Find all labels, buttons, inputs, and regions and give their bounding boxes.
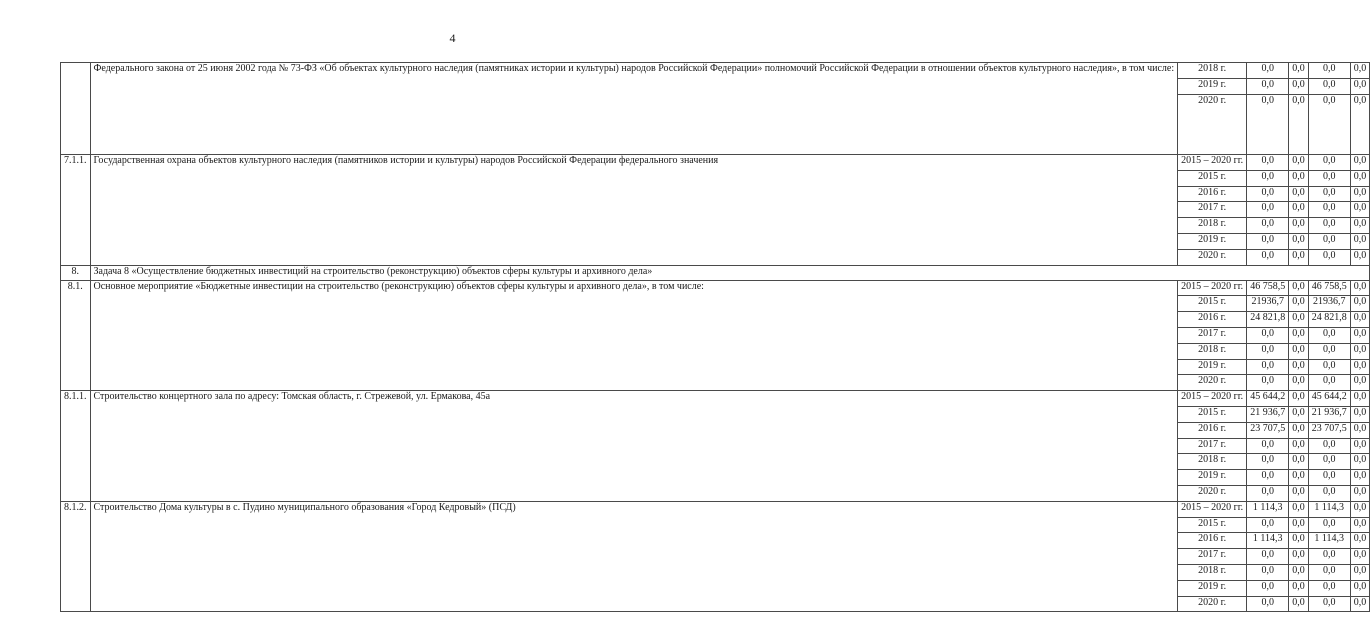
value-cell: 0,0 [1308,564,1350,580]
value-cell: 0,0 [1350,296,1370,312]
period-cell: 2020 г. [1178,249,1247,265]
value-cell: 0,0 [1247,218,1289,234]
period-cell: 2019 г. [1178,580,1247,596]
value-cell: 0,0 [1350,280,1370,296]
row-number [61,63,91,155]
value-cell: 0,0 [1308,202,1350,218]
row-number: 8.1.2. [61,501,91,612]
value-cell: 0,0 [1308,438,1350,454]
value-cell: 0,0 [1247,233,1289,249]
value-cell: 0,0 [1308,485,1350,501]
value-cell: 0,0 [1350,533,1370,549]
period-cell: 2019 г. [1178,470,1247,486]
value-cell: 46 758,5 [1308,280,1350,296]
value-cell: 0,0 [1289,438,1309,454]
value-cell: 0,0 [1247,517,1289,533]
value-cell: 0,0 [1350,485,1370,501]
period-cell: 2020 г. [1178,375,1247,391]
period-cell: 2016 г. [1178,422,1247,438]
value-cell: 0,0 [1247,343,1289,359]
period-cell: 2020 г. [1178,596,1247,612]
value-cell: 0,0 [1350,94,1370,154]
value-cell: 0,0 [1247,78,1289,94]
value-cell: 0,0 [1247,327,1289,343]
value-cell: 0,0 [1308,343,1350,359]
value-cell: 0,0 [1308,580,1350,596]
measure-name: Государственная охрана объектов культурного наследия (памятников истории и культуры) народов Российской Федерации федерального значения [90,154,1178,265]
value-cell: 0,0 [1247,202,1289,218]
value-cell: 0,0 [1308,549,1350,565]
period-cell: 2017 г. [1178,202,1247,218]
measure-name: Федерального закона от 25 июня 2002 года № 73-ФЗ «Об объектах культурного наследия (памятниках истории и культуры) народов Российской Федерации» полномочий Российской Федерации в отношении объектов культурного наследия», в том числе: [90,63,1178,155]
value-cell: 0,0 [1308,596,1350,612]
period-cell: 2018 г. [1178,454,1247,470]
period-cell: 2015 – 2020 гг. [1178,501,1247,517]
value-cell: 0,0 [1289,94,1309,154]
value-cell: 23 707,5 [1308,422,1350,438]
value-cell: 0,0 [1308,170,1350,186]
value-cell: 0,0 [1247,564,1289,580]
value-cell: 0,0 [1289,470,1309,486]
value-cell: 0,0 [1247,359,1289,375]
period-cell: 2016 г. [1178,312,1247,328]
period-cell: 2015 г. [1178,517,1247,533]
value-cell: 0,0 [1289,63,1309,79]
value-cell: 0,0 [1350,233,1370,249]
value-cell: 0,0 [1289,564,1309,580]
value-cell: 21936,7 [1247,296,1289,312]
value-cell: 21936,7 [1308,296,1350,312]
value-cell: 0,0 [1350,249,1370,265]
budget-table [60,62,1370,612]
value-cell: 0,0 [1247,485,1289,501]
value-cell: 0,0 [1350,470,1370,486]
value-cell: 0,0 [1289,454,1309,470]
value-cell: 0,0 [1247,186,1289,202]
period-cell: 2019 г. [1178,233,1247,249]
period-cell: 2017 г. [1178,549,1247,565]
value-cell: 0,0 [1289,327,1309,343]
table-row [61,501,1370,517]
value-cell: 0,0 [1289,312,1309,328]
value-cell: 0,0 [1350,391,1370,407]
period-cell: 2018 г. [1178,218,1247,234]
value-cell: 0,0 [1350,454,1370,470]
value-cell: 0,0 [1308,218,1350,234]
value-cell: 0,0 [1247,154,1289,170]
value-cell: 21 936,7 [1308,406,1350,422]
value-cell: 0,0 [1289,359,1309,375]
value-cell: 0,0 [1308,63,1350,79]
value-cell: 0,0 [1350,359,1370,375]
value-cell: 0,0 [1289,375,1309,391]
measure-name: Строительство концертного зала по адресу: Томская область, г. Стрежевой, ул. Ермакова, 45а [90,391,1178,502]
value-cell: 0,0 [1308,454,1350,470]
value-cell: 0,0 [1350,596,1370,612]
value-cell: 0,0 [1289,533,1309,549]
value-cell: 0,0 [1289,186,1309,202]
value-cell: 0,0 [1247,580,1289,596]
value-cell: 46 758,5 [1247,280,1289,296]
value-cell: 0,0 [1350,186,1370,202]
value-cell: 0,0 [1289,517,1309,533]
value-cell: 0,0 [1350,78,1370,94]
value-cell: 0,0 [1308,359,1350,375]
value-cell: 0,0 [1350,375,1370,391]
table-row [61,280,1370,296]
value-cell: 0,0 [1289,485,1309,501]
value-cell: 0,0 [1289,296,1309,312]
value-cell: 0,0 [1350,580,1370,596]
value-cell: 0,0 [1289,249,1309,265]
row-number: 7.1.1. [61,154,91,265]
value-cell: 0,0 [1350,170,1370,186]
value-cell: 0,0 [1350,501,1370,517]
value-cell: 0,0 [1289,501,1309,517]
value-cell: 0,0 [1308,78,1350,94]
value-cell: 45 644,2 [1308,391,1350,407]
value-cell: 0,0 [1350,517,1370,533]
page-number: 4 [449,31,456,45]
value-cell: 0,0 [1350,549,1370,565]
value-cell: 0,0 [1350,202,1370,218]
value-cell: 1 114,3 [1247,501,1289,517]
value-cell: 0,0 [1350,438,1370,454]
value-cell: 0,0 [1247,94,1289,154]
value-cell: 0,0 [1308,327,1350,343]
value-cell: 1 114,3 [1308,533,1350,549]
value-cell: 0,0 [1308,375,1350,391]
period-cell: 2015 – 2020 гг. [1178,154,1247,170]
value-cell: 0,0 [1247,470,1289,486]
value-cell: 21 936,7 [1247,406,1289,422]
value-cell: 0,0 [1350,406,1370,422]
value-cell: 0,0 [1350,154,1370,170]
table-row [61,154,1370,170]
value-cell: 0,0 [1308,154,1350,170]
period-cell: 2017 г. [1178,438,1247,454]
value-cell: 0,0 [1289,391,1309,407]
table-row [61,391,1370,407]
value-cell: 0,0 [1247,438,1289,454]
period-cell: 2018 г. [1178,343,1247,359]
period-cell: 2018 г. [1178,63,1247,79]
value-cell: 0,0 [1247,549,1289,565]
period-cell: 2016 г. [1178,533,1247,549]
value-cell: 0,0 [1350,422,1370,438]
period-cell: 2015 г. [1178,296,1247,312]
value-cell: 0,0 [1289,280,1309,296]
period-cell: 2017 г. [1178,327,1247,343]
value-cell: 0,0 [1289,233,1309,249]
value-cell: 0,0 [1289,406,1309,422]
value-cell: 0,0 [1289,78,1309,94]
value-cell: 1 114,3 [1247,533,1289,549]
table-row [61,63,1370,79]
period-cell: 2020 г. [1178,94,1247,154]
value-cell: 0,0 [1350,63,1370,79]
period-cell: 2015 – 2020 гг. [1178,280,1247,296]
period-cell: 2020 г. [1178,485,1247,501]
period-cell: 2015 г. [1178,406,1247,422]
value-cell: 0,0 [1289,218,1309,234]
value-cell: 0,0 [1289,202,1309,218]
value-cell: 0,0 [1289,154,1309,170]
value-cell: 0,0 [1247,63,1289,79]
value-cell: 45 644,2 [1247,391,1289,407]
row-number: 8.1.1. [61,391,91,502]
period-cell: 2019 г. [1178,359,1247,375]
value-cell: 1 114,3 [1308,501,1350,517]
value-cell: 0,0 [1308,94,1350,154]
value-cell: 0,0 [1289,422,1309,438]
table-body [61,63,1370,612]
value-cell: 0,0 [1289,170,1309,186]
value-cell: 0,0 [1289,549,1309,565]
value-cell: 0,0 [1289,580,1309,596]
value-cell: 0,0 [1308,233,1350,249]
task-title: Задача 8 «Осуществление бюджетных инвестиций на строительство (реконструкцию) объектов сферы культуры и архивного дела» [90,265,1370,280]
period-cell: 2015 г. [1178,170,1247,186]
row-number: 8. [61,265,91,280]
value-cell: 0,0 [1350,564,1370,580]
value-cell: 0,0 [1350,327,1370,343]
value-cell: 0,0 [1289,596,1309,612]
value-cell: 0,0 [1247,454,1289,470]
measure-name: Строительство Дома культуры в с. Пудино муниципального образования «Город Кедровый» (ПСД) [90,501,1178,612]
task-row [61,265,1370,280]
value-cell: 0,0 [1308,186,1350,202]
value-cell: 0,0 [1247,249,1289,265]
value-cell: 0,0 [1247,375,1289,391]
period-cell: 2016 г. [1178,186,1247,202]
period-cell: 2019 г. [1178,78,1247,94]
value-cell: 0,0 [1289,343,1309,359]
value-cell: 0,0 [1350,218,1370,234]
value-cell: 0,0 [1247,596,1289,612]
value-cell: 0,0 [1350,312,1370,328]
value-cell: 24 821,8 [1247,312,1289,328]
value-cell: 24 821,8 [1308,312,1350,328]
period-cell: 2018 г. [1178,564,1247,580]
value-cell: 0,0 [1247,170,1289,186]
period-cell: 2015 – 2020 гг. [1178,391,1247,407]
value-cell: 0,0 [1308,249,1350,265]
row-number: 8.1. [61,280,91,391]
measure-name: Основное мероприятие «Бюджетные инвестиции на строительство (реконструкцию) объектов сферы культуры и архивного дела», в том числе: [90,280,1178,391]
value-cell: 23 707,5 [1247,422,1289,438]
value-cell: 0,0 [1350,343,1370,359]
value-cell: 0,0 [1308,517,1350,533]
value-cell: 0,0 [1308,470,1350,486]
